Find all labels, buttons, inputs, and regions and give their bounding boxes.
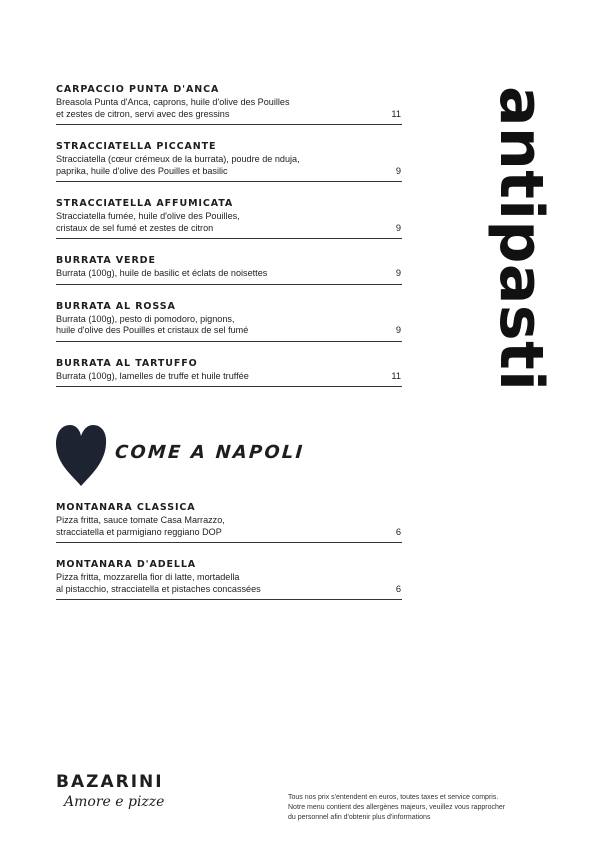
menu-item bbox=[56, 301, 402, 342]
menu-item bbox=[56, 358, 402, 388]
item-description: Burrata (100g), pesto di pomodoro, pignons, huile d'olive des Pouilles et cristaux de sel fumé bbox=[56, 313, 249, 335]
item-name: STRACCIATELLA AFFUMICATA bbox=[56, 198, 234, 209]
item-description: Breasola Punta d'Anca, caprons, huile d'olive des Pouilles et zestes de citron, servi avec des gressins bbox=[56, 97, 290, 119]
logo-name: BAZARINI bbox=[56, 772, 164, 792]
legal-notice bbox=[288, 793, 558, 823]
item-name: BURRATA VERDE bbox=[56, 255, 156, 266]
item-name: BURRATA AL ROSSA bbox=[56, 300, 176, 312]
item-name: MONTANARA D'ADELLA bbox=[56, 559, 197, 570]
item-description: Stracciatella (cœur crémeux de la burrata), poudre de nduja, paprika, huile d'olive des Pouilles et basilic bbox=[56, 154, 300, 176]
item-price: 6 bbox=[395, 583, 401, 594]
item-name: MONTANARA CLASSICA bbox=[56, 502, 196, 513]
menu-item bbox=[56, 198, 402, 239]
menu-item bbox=[56, 255, 402, 285]
menu-item bbox=[56, 502, 402, 543]
napoli-list bbox=[56, 502, 402, 616]
menu-item bbox=[56, 141, 402, 182]
item-description: Pizza fritta, sauce tomate Casa Marrazzo, stracciatella et parmigiano reggiano DOP bbox=[56, 515, 225, 537]
section-side-title: antipasti bbox=[486, 86, 556, 392]
item-price: 9 bbox=[395, 222, 401, 233]
heart-icon bbox=[52, 422, 110, 488]
item-name: BURRATA AL TARTUFFO bbox=[56, 357, 198, 369]
item-price: 6 bbox=[395, 526, 401, 537]
item-name: CARPACCIO PUNTA D'ANCA bbox=[56, 84, 220, 95]
antipasti-list bbox=[56, 84, 402, 403]
item-description: Pizza fritta, mozzarella fior di latte, mortadella al pistacchio, stracciatella et pistaches concassées bbox=[56, 572, 261, 594]
logo-tagline: Amore e pizze bbox=[64, 794, 165, 810]
legal-line: Tous nos prix s'entendent en euros, toutes taxes et service compris. bbox=[288, 794, 499, 801]
item-description: Stracciatella fumée, huile d'olive des Pouilles, cristaux de sel fumé et zestes de citron bbox=[56, 211, 240, 233]
legal-line: du personnel afin d'obtenir plus d'informations bbox=[288, 814, 431, 821]
item-name: STRACCIATELLA PICCANTE bbox=[56, 141, 217, 152]
section-title: COME A NAPOLI bbox=[114, 442, 306, 463]
item-description: Burrata (100g), lamelles de truffe et huile truffée bbox=[56, 370, 249, 381]
brand-logo bbox=[56, 772, 196, 810]
item-description: Burrata (100g), huile de basilic et éclats de noisettes bbox=[56, 268, 268, 278]
item-price: 9 bbox=[395, 325, 401, 335]
item-price: 9 bbox=[395, 268, 401, 278]
menu-item bbox=[56, 84, 402, 125]
item-price: 9 bbox=[395, 165, 401, 176]
item-price: 11 bbox=[391, 108, 401, 119]
legal-line: Notre menu contient des allergènes majeurs, veuillez vous rapprocher bbox=[288, 804, 506, 811]
item-price: 11 bbox=[391, 370, 401, 381]
menu-item bbox=[56, 559, 402, 600]
